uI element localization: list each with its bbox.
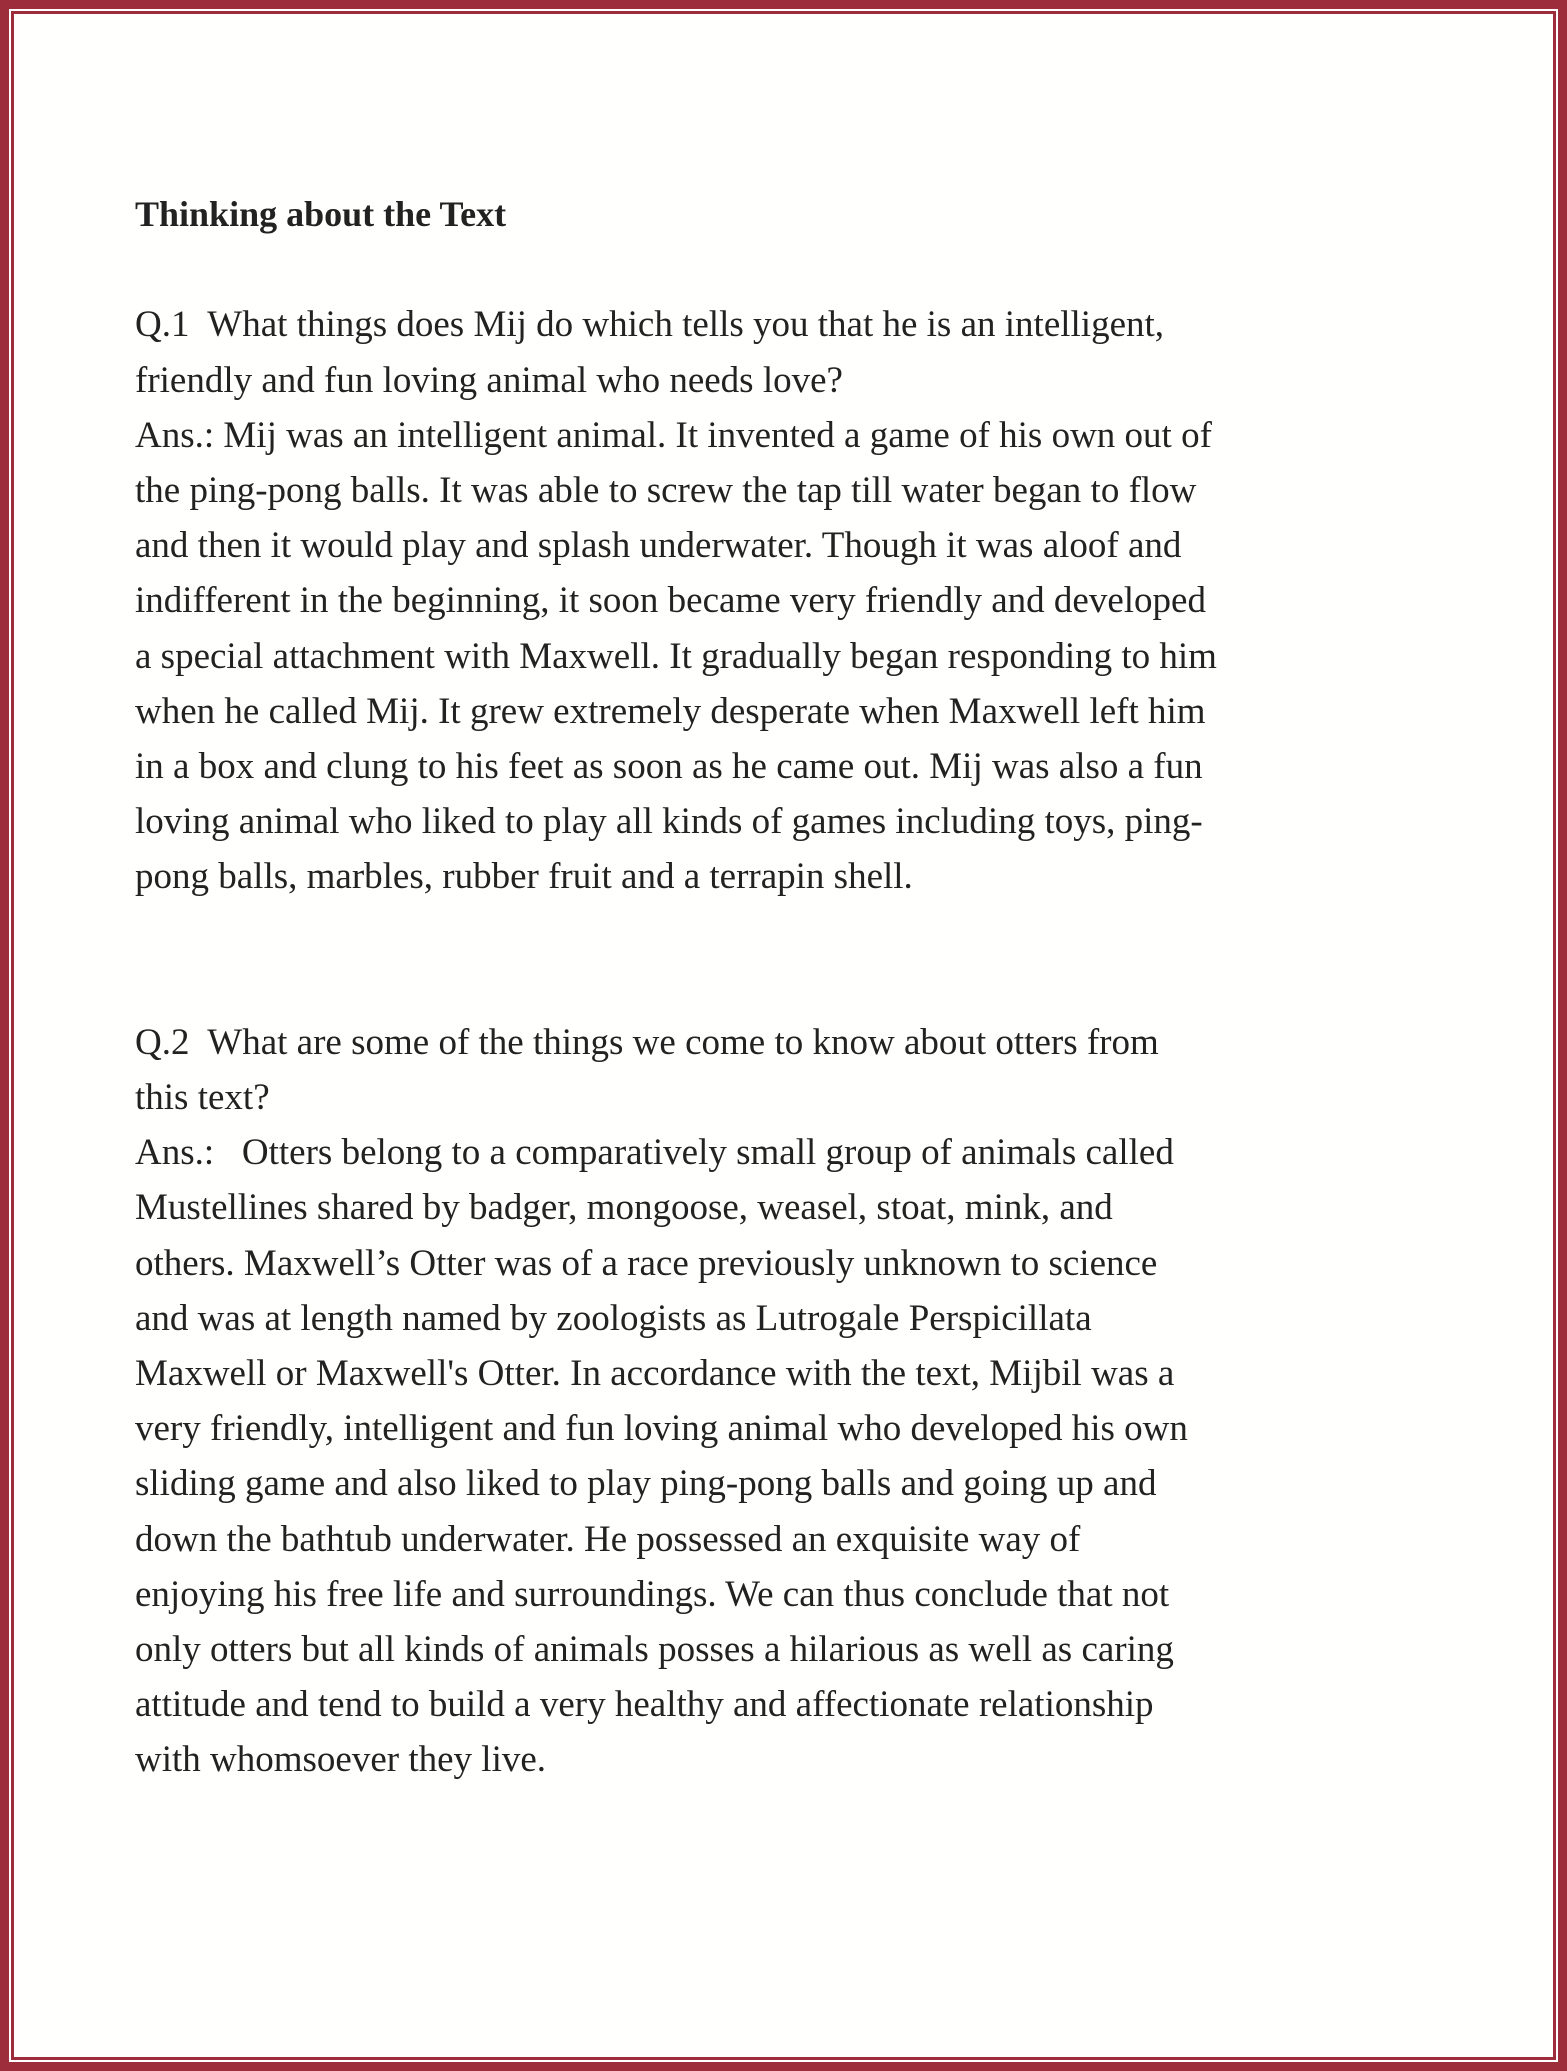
question-1 <box>135 297 1217 904</box>
answer-text-line: loving animal who liked to play all kinds of games including toys, ping- <box>135 801 1203 843</box>
answer-text-line: Ans.: Otters belong to a comparatively small group of animals called <box>135 1132 1174 1174</box>
question-text-line: Q.1 What things does Mij do which tells you that he is an intelligent, <box>135 304 1165 346</box>
section-title: Thinking about the Text <box>135 194 507 234</box>
answer-text-line: with whomsoever they live. <box>135 1739 547 1781</box>
answer-text-line: enjoying his free life and surroundings. We can thus conclude that not <box>135 1573 1170 1615</box>
answer-text-line: very friendly, intelligent and fun loving animal who developed his own <box>135 1408 1188 1450</box>
answer-text-line: the ping-pong balls. It was able to screw the tap till water began to flow <box>135 469 1197 511</box>
answer-text-line: sliding game and also liked to play ping-pong balls and going up and <box>135 1463 1157 1505</box>
answer-text-line: indifferent in the beginning, it soon became very friendly and developed <box>135 580 1206 622</box>
answer-text-line: a special attachment with Maxwell. It gradually began responding to him <box>135 635 1217 677</box>
answer-text-line: when he called Mij. It grew extremely desperate when Maxwell left him <box>135 690 1206 732</box>
answer-text-line: Ans.: Mij was an intelligent animal. It invented a game of his own out of <box>135 414 1212 456</box>
answer-text-line: in a box and clung to his feet as soon as he came out. Mij was also a fun <box>135 745 1203 787</box>
answer-text-line: Maxwell or Maxwell's Otter. In accordance with the text, Mijbil was a <box>135 1352 1175 1394</box>
question-text-line: Q.2 What are some of the things we come to know about otters from <box>135 1021 1159 1063</box>
answer-text-line: attitude and tend to build a very healthy and affectionate relationship <box>135 1684 1154 1726</box>
answer-text-line: others. Maxwell’s Otter was of a race previously unknown to science <box>135 1242 1158 1284</box>
answer-text-line: and was at length named by zoologists as Lutrogale Perspicillata <box>135 1297 1092 1339</box>
answer-text-line: and then it would play and splash underwater. Though it was aloof and <box>135 525 1182 567</box>
question-text-line: this text? <box>135 1077 270 1119</box>
question-2 <box>135 1015 1217 1788</box>
document-body <box>135 187 1217 1787</box>
question-text-line: friendly and fun loving animal who needs love? <box>135 359 843 401</box>
answer-text-line: down the bathtub underwater. He possessed an exquisite way of <box>135 1518 1081 1560</box>
answer-text-line: Mustellines shared by badger, mongoose, weasel, stoat, mink, and <box>135 1187 1113 1229</box>
answer-text-line: pong balls, marbles, rubber fruit and a terrapin shell. <box>135 856 913 898</box>
answer-text-line: only otters but all kinds of animals posses a hilarious as well as caring <box>135 1628 1174 1670</box>
